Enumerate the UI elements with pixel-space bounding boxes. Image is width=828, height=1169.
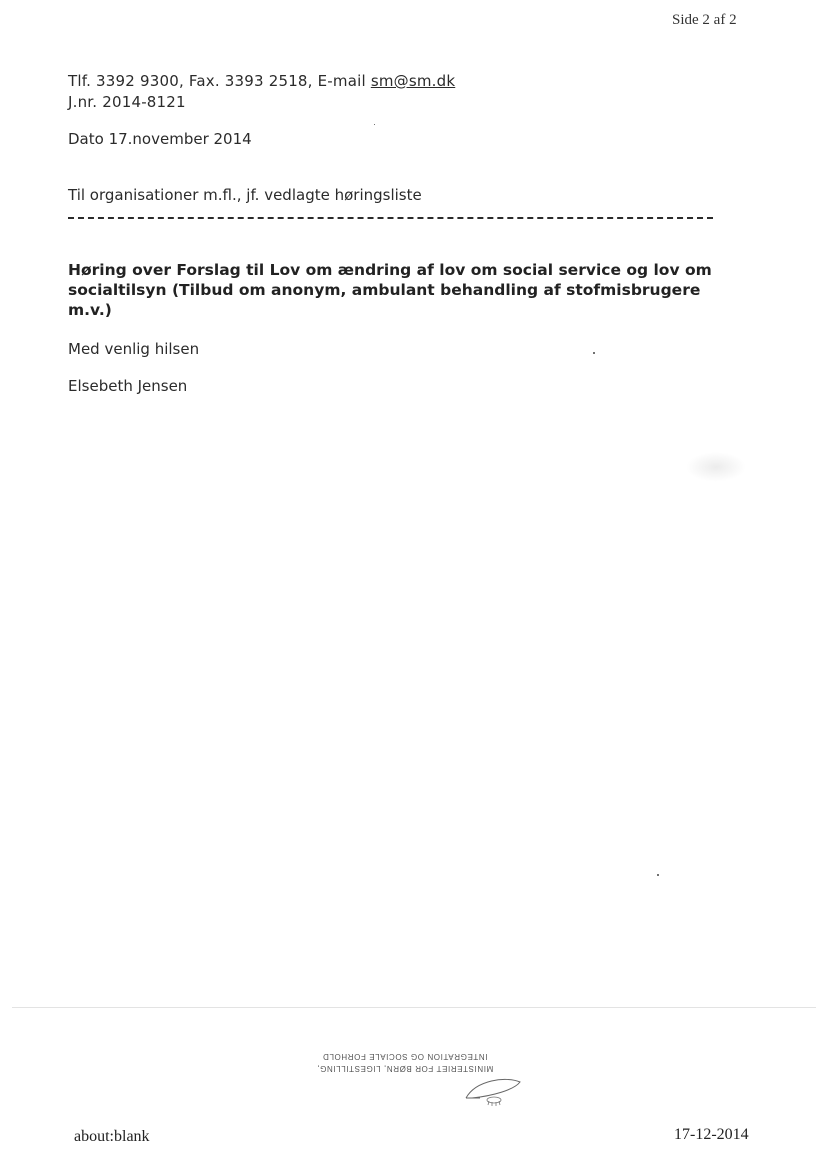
page-indicator: Side 2 af 2 bbox=[672, 12, 737, 28]
letter-date: Dato 17.november 2014 bbox=[68, 130, 252, 148]
scan-speck bbox=[657, 874, 659, 876]
dashed-divider bbox=[68, 217, 713, 219]
subject-heading: Høring over Forslag til Lov om ændring af lov om social service og lov om socialtilsyn (Tilbud om anonym, ambulant behandling af stofmisbrugere m.v.) bbox=[68, 261, 712, 319]
footer-date: 17-12-2014 bbox=[674, 1126, 749, 1143]
scan-speck bbox=[374, 124, 375, 125]
signature-name: Elsebeth Jensen bbox=[68, 377, 188, 395]
recipient-line: Til organisationer m.fl., jf. vedlagte høringsliste bbox=[68, 186, 422, 204]
closing-greeting: Med venlig hilsen bbox=[68, 340, 200, 358]
ministry-logo-icon bbox=[462, 1074, 524, 1110]
stamp-line-1: MINISTERIET FOR BØRN, LIGESTILLING, bbox=[316, 1064, 494, 1073]
scan-smudge bbox=[686, 452, 746, 482]
footer-url: about:blank bbox=[74, 1128, 150, 1145]
email-link[interactable]: sm@sm.dk bbox=[370, 72, 456, 90]
scan-speck bbox=[593, 352, 595, 354]
contact-line bbox=[68, 72, 455, 90]
stamp-line-2: INTEGRATION OG SOCIALE FORHOLD bbox=[322, 1052, 488, 1061]
footer-divider bbox=[12, 1007, 816, 1008]
phone-fax-text: Tlf. 3392 9300, Fax. 3393 2518, E-mail bbox=[68, 72, 371, 90]
journal-number: J.nr. 2014-8121 bbox=[68, 93, 186, 111]
ministry-stamp bbox=[300, 1048, 510, 1118]
